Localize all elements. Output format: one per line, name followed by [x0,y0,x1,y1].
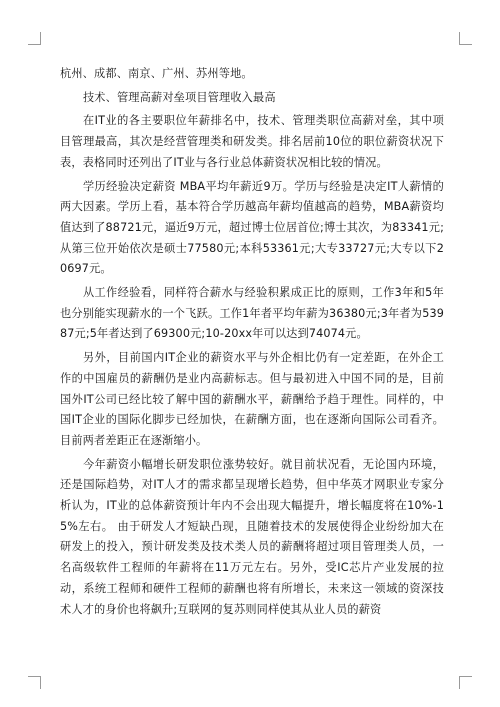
document-body [60,64,444,620]
crop-mark-top-left [28,32,41,45]
paragraph-growth: 今年薪资小幅增长研发职位涨势较好。就目前状况看，无论国内环境，还是国际趋势，对IT人才的需求都呈现增长趋势，但中华英才网职业专家分析认为，IT业的总体薪资预计年内不会出现大幅提升，增长幅度将在10%-15%左右。 由于研发人才短缺凸现，且随着技术的发展使得企业纷纷加大在研发上的投入，预计研发类及技术类人员的薪酬将超过项目管理类人员，一名高级软件工程师的年薪将在11万元左右。另外，受IC芯片产业发展的拉动，系统工程师和硬件工程师的薪酬也将有所增长，未来这一领域的资深技术人才的身价也将飙升;互联网的复苏则同样使其从业人员的薪资 [60,457,444,616]
paragraph-experience: 从工作经验看，同样符合薪水与经验积累成正比的原则，工作3年和5年也分别能实现薪水的一个飞跃。工作1年者平均年薪为36380元;3年者为53987元;5年者达到了69300元;10-20xx年可以达到74074元。 [60,286,444,341]
paragraph-education: 学历经验决定薪资 MBA平均年薪近9万。学历与经验是决定IT人薪情的两大因素。学历上看，基本符合学历越高年薪均值越高的趋势，MBA薪资均值达到了88721元，逼近9万元，超过博士位居首位;博士其次，为83341元;从第三位开始依次是硕士77580元;本科53361元;大专33727元;大专以下20697元。 [60,179,444,276]
crop-mark-top-right [459,32,472,45]
crop-mark-bottom-right [459,676,472,689]
paragraph-ranking: 在IT业的各主要职位年薪排名中，技术、管理类职位高薪对垒，其中项目管理最高，其次是经营管理类和研发类。排名居前10位的职位薪资状况下表，表格同时还列出了IT业与各行业总体薪资状况相比较的情况。 [60,114,444,169]
paragraph-foreign-firms: 另外，目前国内IT企业的薪资水平与外企相比仍有一定差距，在外企工作的中国雇员的薪酬仍是业内高薪标志。但与最初进入中国不同的是，目前国外IT公司已经比较了解中国的薪酬水平，薪酬给予趋于理性。同样的，中国IT企业的国际化脚步已经加快，在薪酬方面，也在逐渐向国际公司看齐。目前两者差距正在逐渐缩小。 [60,351,444,447]
paragraph-cities: 杭州、成都、南京、广州、苏州等地。 [60,67,253,80]
crop-mark-bottom-left [28,676,41,689]
paragraph-heading-salary: 技术、管理高薪对垒项目管理收入最高 [82,90,276,104]
